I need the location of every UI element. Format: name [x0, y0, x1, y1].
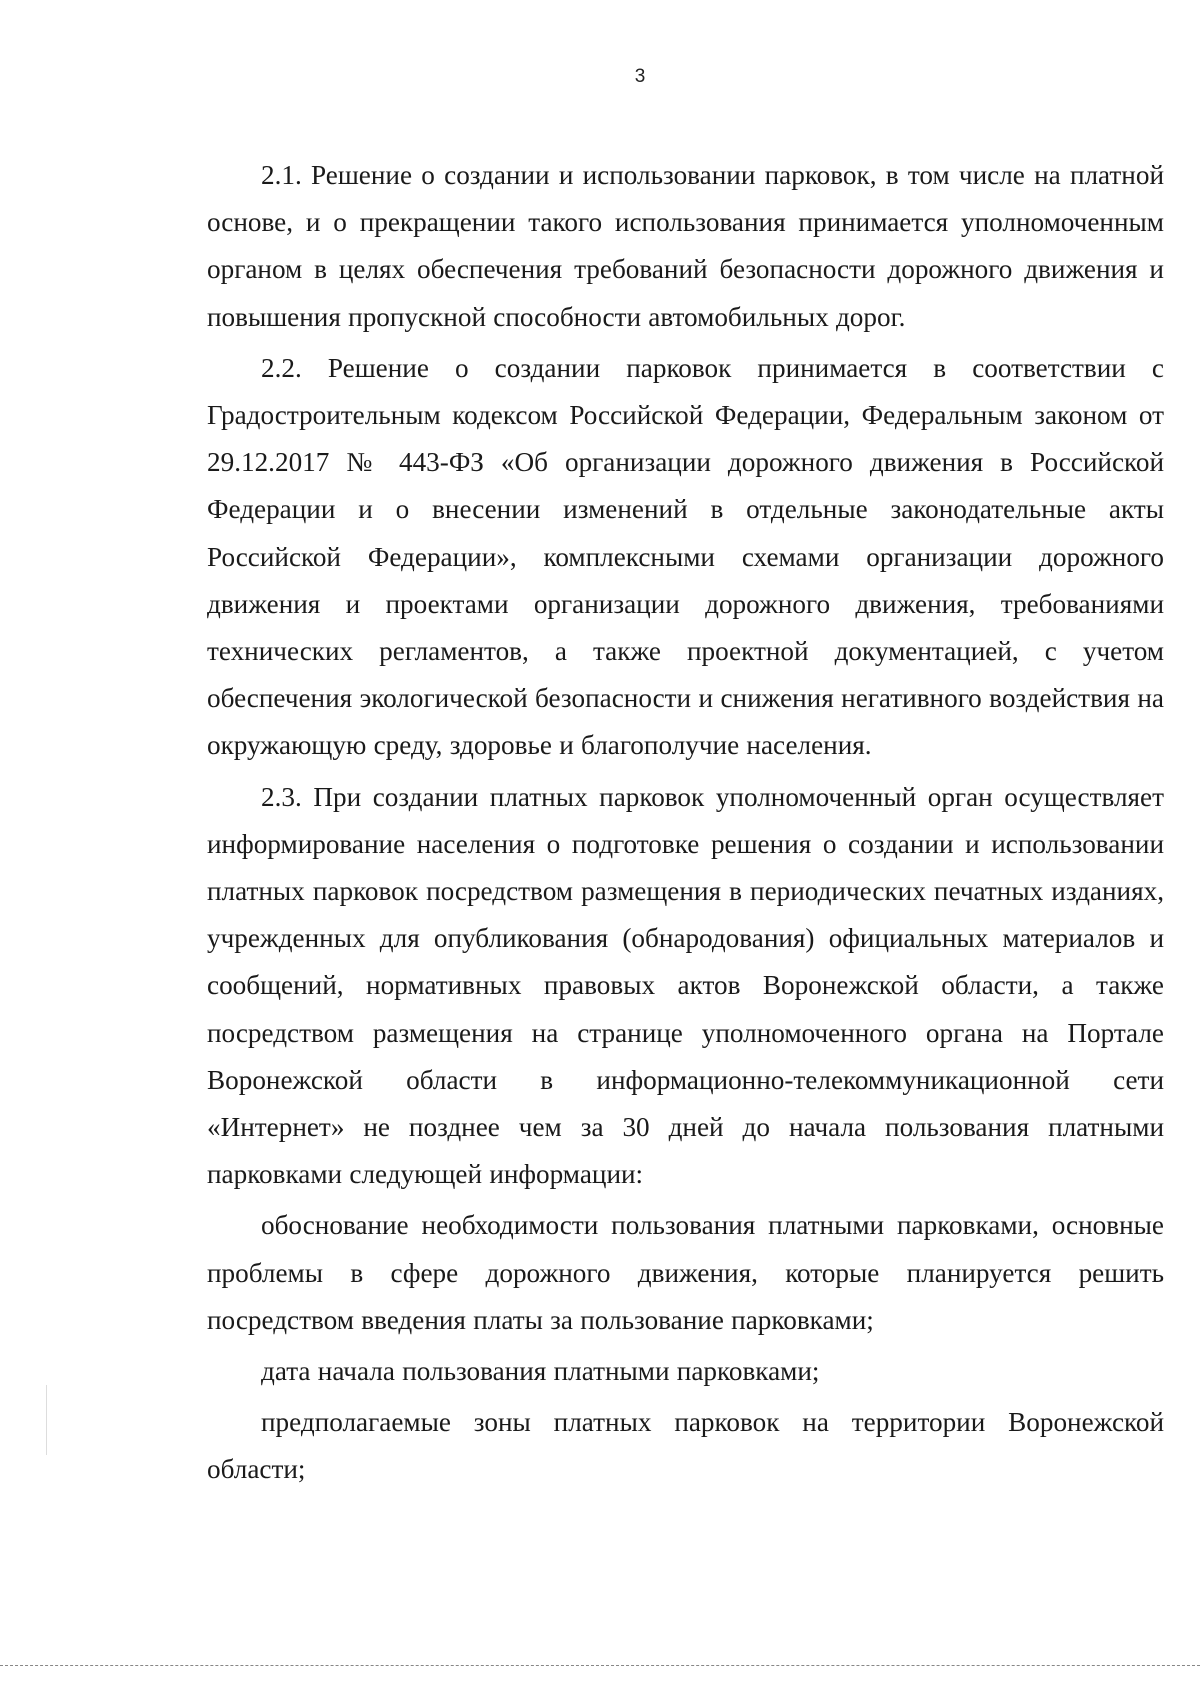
- paragraph-2-1: 2.1. Решение о создании и использовании парковок, в том числе на платной основе, и о прекращении такого использования принимается уполномоченным органом в целях обеспечения требований безопасности дорожного движения и повышения пропускной способности автомобильных дорог.: [207, 160, 1164, 332]
- list-item: обоснование необходимости пользования платными парковками, основные проблемы в сфере дорожного движения, которые планируется решить посредством введения платы за пользование парковками;: [207, 1210, 1164, 1335]
- scan-bottom-edge: [0, 1665, 1200, 1666]
- list-item: дата начала пользования платными парковками;: [261, 1356, 820, 1387]
- page-number: 3: [634, 66, 646, 87]
- list-item: предполагаемые зоны платных парковок на территории Воронежской области;: [207, 1407, 1164, 1485]
- paragraph-2-2: 2.2. Решение о создании парковок принимается в соответствии с Градостроительным кодексом Российской Федерации, Федеральным законом от 29.12.2017 № 443-ФЗ «Об организации дорожного движения в Российской Федерации и о внесении изменений в отдельные законодательные акты Российской Федерации», комплексными схемами организации дорожного движения и проектами организации дорожного движения, требованиями технических регламентов, а также проектной документацией, с учетом обеспечения экологической безопасности и снижения негативного воздействия на окружающую среду, здоровье и благополучие населения.: [207, 352, 1164, 761]
- paragraph-2-3: 2.3. При создании платных парковок уполномоченный орган осуществляет информирование населения о подготовке решения о создании и использовании платных парковок посредством размещения в периодических печатных изданиях, учрежденных для опубликования (обнародования) официальных материалов и сообщений, нормативных правовых актов Воронежской области, а также посредством размещения на странице уполномоченного органа на Портале Воронежской области в информационно-телекоммуникационной сети «Интернет» не позднее чем за 30 дней до начала пользования платными парковками следующей информации:: [207, 781, 1164, 1190]
- scan-margin-mark: [46, 1385, 47, 1455]
- document-body: [207, 152, 1164, 1498]
